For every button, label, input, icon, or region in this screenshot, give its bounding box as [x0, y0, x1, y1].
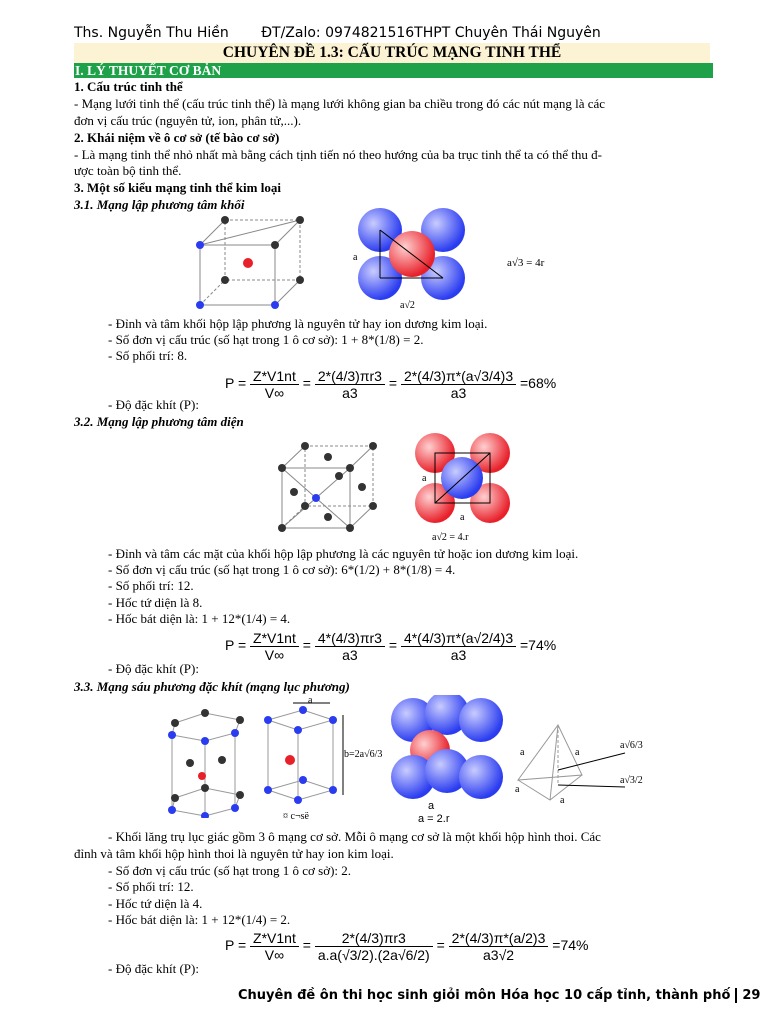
hcp-label-a: a	[308, 695, 313, 706]
fcc-bullet: - Hốc tứ diện là 8.	[108, 595, 203, 610]
hcp-formula: P = $\frac{Z*V1nt}{V\infty}$ = $\frac{2*(4/3)\pi r3}{a.a(√3/2).(2a√6/2)}$ = $\frac{2*(4/3)\pi*(a/2)3}{a3√2}$ =74%	[225, 930, 589, 963]
bcc-packing-label: - Độ đặc khít (P):	[108, 397, 199, 412]
hcp-bullet: - Hốc tứ diện là 4.	[108, 896, 203, 911]
hcp-label-a: a	[515, 784, 520, 795]
fcc-bullet: - Số phối trí: 12.	[108, 578, 194, 593]
hcp-heading: 3.3. Mạng sáu phương đặc khít (mạng lục phương)	[74, 679, 350, 694]
hcp-label-a: a	[520, 747, 525, 758]
fcc-sphere-figure	[410, 428, 520, 543]
hcp-bullet: - Hốc bát diện là: 1 + 12*(1/4) = 2.	[108, 912, 291, 927]
fcc-label-a: a	[422, 473, 427, 484]
fcc-bullet: - Số đơn vị cấu trúc (số hạt trong 1 ô cơ sở): 6*(1/2) + 8*(1/8) = 4.	[108, 562, 456, 577]
bcc-cube-figure	[190, 205, 320, 315]
hcp-label-b: b=2a√6/3	[344, 749, 383, 760]
bcc-relation: a√3 = 4r	[507, 257, 545, 269]
hcp-bullet: - Số phối trí: 12.	[108, 879, 194, 894]
bcc-bullet: - Số đơn vị cấu trúc (số hạt trong 1 ô cơ sở): 1 + 8*(1/8) = 2.	[108, 332, 424, 347]
fcc-formula: P = $\frac{Z*V1nt}{V\infty}$ = $\frac{4*(4/3)\pi r3}{a3}$ = $\frac{4*(4/3)\pi*(a√2/4)3}{a3}$ =74%	[225, 630, 557, 663]
bcc-heading: 3.1. Mạng lập phương tâm khối	[74, 197, 245, 212]
hcp-label-c: ¤ c¬së	[283, 811, 309, 822]
bcc-atoms	[196, 216, 304, 309]
hcp-prism-atoms	[168, 709, 244, 818]
page-header	[74, 25, 704, 41]
bcc-label-a-sqrt2: a√2	[400, 300, 415, 311]
header-contact: ĐT/Zalo: 0974821516THPT Chuyên Thái Nguyên	[261, 25, 601, 41]
hcp-bullet: - Số đơn vị cấu trúc (số hạt trong 1 ô cơ sở): 2.	[108, 863, 352, 878]
fcc-bullet: - Đỉnh và tâm các mặt của khối hộp lập phương là các nguyên tử hoặc ion dương kim loại.	[108, 546, 579, 561]
hcp-label-a: a	[560, 795, 565, 806]
bcc-formula: P = $\frac{Z*V1nt}{V\infty}$ = $\frac{2*(4/3)\pi r3}{a3}$ = $\frac{2*(4/3)\pi*(a√3/4)3}{a3}$ =68%	[225, 368, 557, 401]
hcp-tetrahedron-figure	[510, 715, 660, 810]
hcp-bullet: đỉnh và tâm khối hộp hình thoi là nguyên tử hay ion kim loại.	[74, 846, 394, 861]
hcp-prism-figure	[160, 708, 250, 818]
s3-heading: 3. Một số kiểu mạng tinh thể kim loại	[74, 180, 281, 195]
bcc-bullet: - Số phối trí: 8.	[108, 348, 188, 363]
hcp-label-a: a	[428, 800, 435, 812]
page-footer	[238, 988, 760, 1003]
hcp-cell-figure	[258, 695, 388, 825]
footer-text: Chuyên đề ôn thi học sinh giỏi môn Hóa học 10 cấp tỉnh, thành phố	[238, 988, 731, 1003]
hcp-cell-atoms	[264, 706, 337, 804]
hcp-label-a2r: a = 2.r	[418, 813, 450, 825]
s1-text: - Mạng lưới tinh thể (cấu trúc tinh thể) là mạng lưới không gian ba chiều trong đó các nút mạng là các	[74, 96, 606, 111]
hcp-packing-label: - Độ đặc khít (P):	[108, 961, 199, 976]
hcp-sphere-figure	[385, 695, 505, 810]
s1-heading: 1. Cấu trúc tinh thể	[74, 79, 183, 94]
fcc-cube-figure	[270, 428, 385, 538]
bcc-label-a: a	[353, 252, 358, 263]
s1-text: đơn vị cấu trúc (nguyên tử, ion, phân tử,...).	[74, 113, 302, 128]
fcc-packing-label: - Độ đặc khít (P):	[108, 661, 199, 676]
page-title: CHUYÊN ĐỀ 1.3: CẤU TRÚC MẠNG TINH THỂ	[74, 43, 710, 63]
fcc-heading: 3.2. Mạng lập phương tâm diện	[74, 414, 244, 429]
hcp-label-a-sqrt3-2: a√3/2	[620, 775, 643, 786]
s2-text: - Là mạng tinh thể nhỏ nhất mà bằng cách tịnh tiến nó theo hướng của ba trục tinh thể ta có thể thu đ-	[74, 147, 602, 162]
fcc-bullet: - Hốc bát diện là: 1 + 12*(1/4) = 4.	[108, 611, 291, 626]
header-author: Ths. Nguyễn Thu Hiền	[74, 25, 229, 41]
bcc-sphere-figure	[345, 208, 475, 313]
fcc-relation: a√2 = 4.r	[432, 532, 469, 543]
s2-heading: 2. Khái niệm về ô cơ sở (tế bào cơ sở)	[74, 130, 280, 145]
page-number: 29	[742, 988, 761, 1003]
bcc-bullet: - Đỉnh và tâm khối hộp lập phương là nguyên tử hay ion dương kim loại.	[108, 316, 488, 331]
s2-text: ược toàn bộ tinh thể.	[74, 163, 182, 178]
hcp-label-a-sqrt6-3: a√6/3	[620, 740, 643, 751]
hcp-bullet: - Khối lăng trụ lục giác gồm 3 ô mạng cơ sở. Mỗi ô mạng cơ sở là một khối hộp hình thoi. Các	[108, 829, 601, 844]
fcc-label-a: a	[460, 512, 465, 523]
section-heading: I. LÝ THUYẾT CƠ BẢN	[74, 63, 713, 78]
hcp-label-a: a	[575, 747, 580, 758]
